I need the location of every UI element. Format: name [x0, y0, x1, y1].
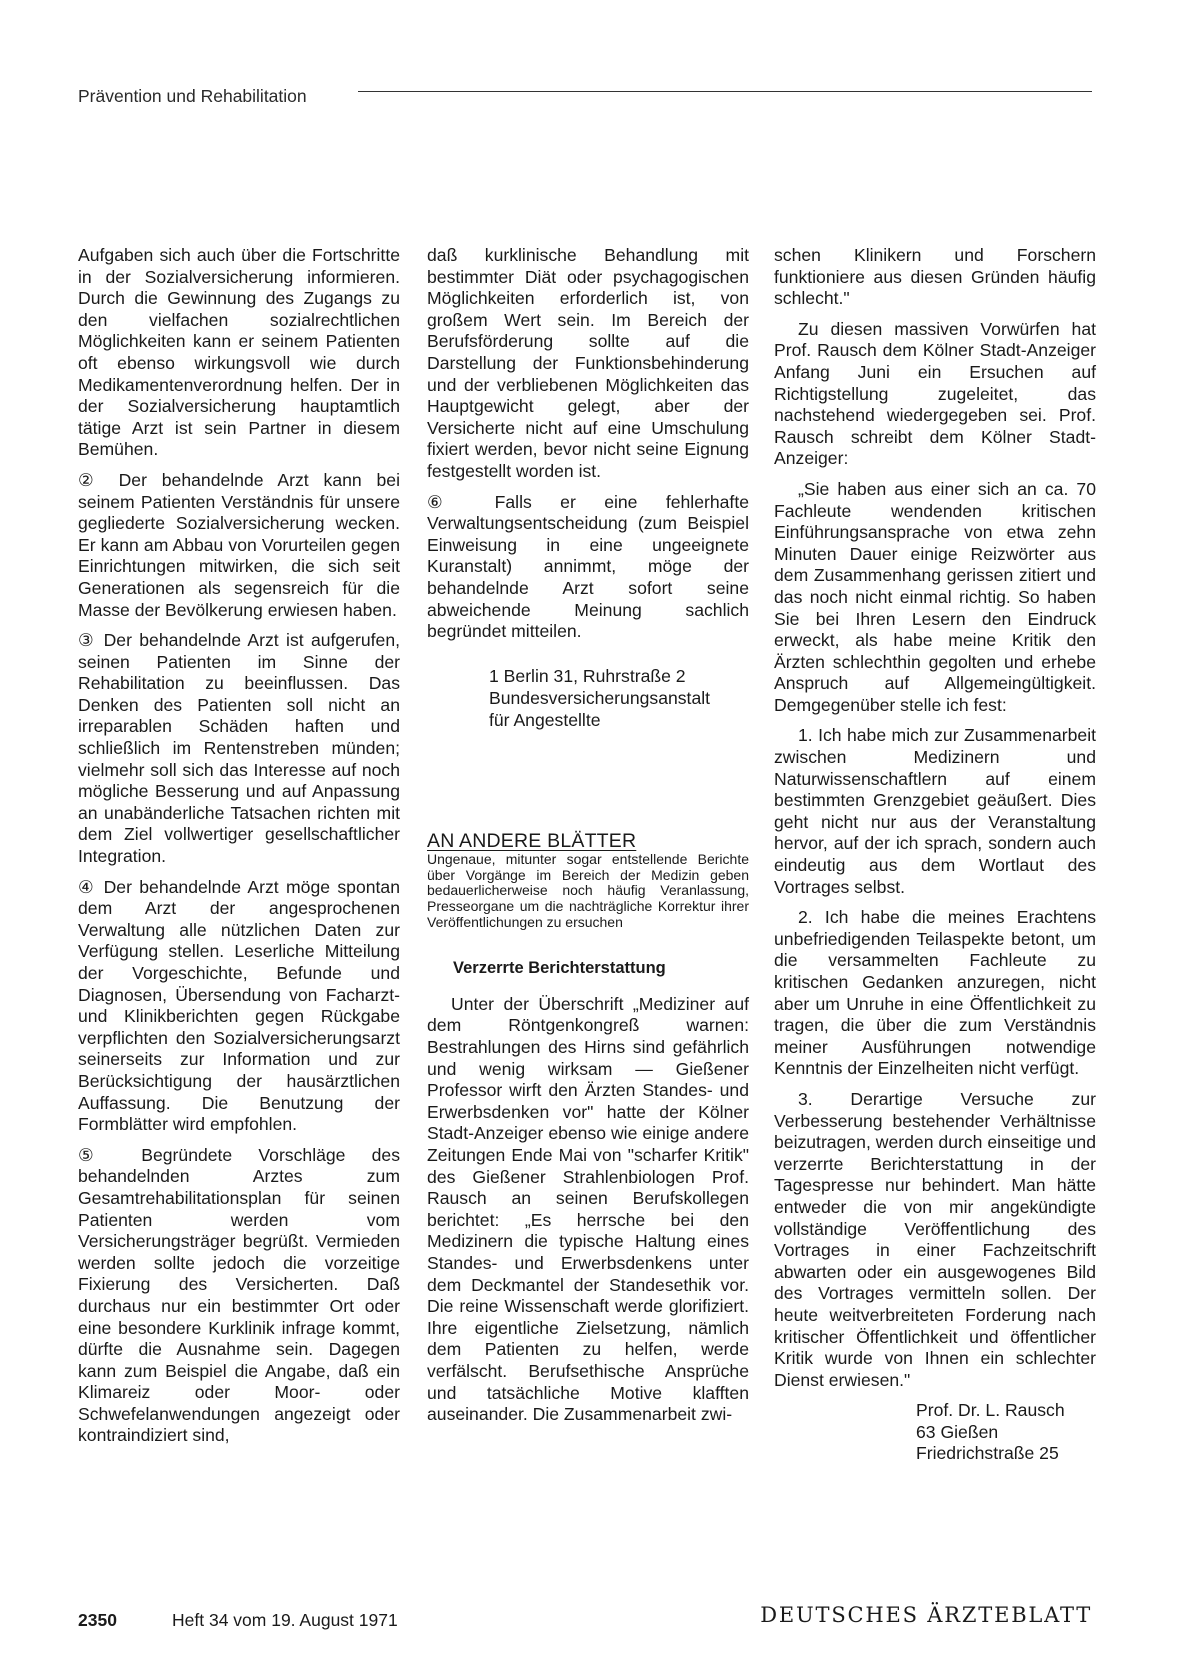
- paragraph: Zu diesen massiven Vorwürfen hat Prof. Rausch dem Kölner Stadt-Anzeiger Anfang Juni ein Ersuchen auf Richtigstellung zugeleitet, das nachstehend wiedergegeben sei. Prof. Rausch schreibt dem Kölner Stadt-Anzeiger:: [774, 318, 1096, 469]
- signature-line: Prof. Dr. L. Rausch: [916, 1400, 1065, 1421]
- paragraph-point-6: ⑥ Falls er eine fehlerhafte Verwaltungsentscheidung (zum Beispiel Einweisung in eine ungeeignete Kuranstalt) annimmt, möge der behandelnde Arzt sofort seine abweichende Meinung sachlich begründet mitteilen.: [427, 491, 749, 642]
- running-head: Prävention und Rehabilitation: [78, 86, 307, 106]
- quoted-letter: „Sie haben aus einer sich an ca. 70 Fachleute wendenden kritischen Einführungsansprache von etwa zehn Minuten Dauer einige Reizwörter aus dem Zusammenhang gerissen zitiert und das noch nicht einmal richtig. So haben Sie bei Ihren Lesern den Eindruck erweckt, als habe meine Kritik den Ärzten schlechthin gegolten und erhebe Anspruch auf Allgemeingültigkeit. Demgegenüber stelle ich fest:: [774, 478, 1096, 715]
- text-column-3: [774, 245, 1096, 1465]
- numbered-point-3: 3. Derartige Versuche zur Verbesserung bestehender Verhältnisse beizutragen, werden durch einseitige und verzerrte Berichterstattung in der Tagespresse nur behindert. Man hätte entweder die von mir angekündigte vollständige Veröffentlichung des Vortrages in einer Fachzeitschrift abwarten oder ein ausgewogenes Bild des Vortrages vermitteln sollen. Der heute weitverbreiteten Forderung nach kritischer Öffentlichkeit und öffentlicher Kritik wurde von Ihnen ein schlechter Dienst erwiesen.": [774, 1088, 1096, 1390]
- signature-line: Friedrichstraße 25: [916, 1443, 1059, 1464]
- paragraph: schen Klinikern und Forschern funktioniere aus diesen Gründen häufig schlecht.": [774, 245, 1096, 309]
- numbered-point-1: 1. Ich habe mich zur Zusammenarbeit zwischen Medizinern und Naturwissenschaftlern auf einem bestimmten Grenzgebiet geäußert. Dies geht nicht nur aus der Veranstaltung hervor, auf der ich sprach, sondern auch eindeutig aus dem Wortlaut des Vortrages selbst.: [774, 725, 1096, 897]
- signature-block: [916, 1400, 1096, 1465]
- signature-line: 63 Gießen: [916, 1421, 999, 1442]
- paragraph: Unter der Überschrift „Mediziner auf dem Röntgenkongreß warnen: Bestrahlungen des Hirns sind gefährlich und wenig wirksam — Gießener Professor wirft den Ärzten Standes- und Erwerbsdenken vor" hatte der Kölner Stadt-Anzeiger ebenso wie einige andere Zeitungen Ende Mai von "scharfer Kritik" des Gießener Strahlenbiologen Prof. Rausch an seinen Berufskollegen berichtet: „Es herrsche bei den Medizinern die typische Haltung eines Standes- und Erwerbsdenkens unter dem Deckmantel der Standesethik vor. Die reine Wissenschaft werde glorifiziert. Ihre eigentliche Zielsetzung, nämlich dem Patienten zu helfen, werde verfälscht. Berufsethische Ansprüche und tatsächliche Motive klafften auseinander. Die Zusammenarbeit zwi-: [427, 993, 749, 1425]
- journal-masthead: DEUTSCHES ÄRZTEBLATT: [760, 1603, 1092, 1627]
- text-column-1: [78, 245, 400, 1456]
- address-line: 1 Berlin 31, Ruhrstraße 2: [489, 665, 686, 686]
- numbered-point-2: 2. Ich habe die meines Erachtens unbefriedigenden Teilaspekte betont, um die versammelten Fachleute zu kritischen Gedanken anzuregen, nicht aber um Unruhe in eine Öffentlichkeit zu tragen, die über die zum Verständnis meiner Ausführungen notwendige Kenntnis der Einzelheiten nicht verfügt.: [774, 907, 1096, 1079]
- header-rule: [358, 91, 1092, 92]
- author-address: [489, 665, 749, 731]
- section-lead: Ungenaue, mitunter sogar entstellende Berichte über Vorgänge im Bereich der Medizin geben bedauerlicherweise noch häufig Veranlassung, Presseorgane um die nachträgliche Korrektur ihrer Veröffentlichungen zu ersuchen: [427, 851, 749, 930]
- page-number: 2350: [78, 1610, 117, 1630]
- paragraph-point-3: ③ Der behandelnde Arzt ist aufgerufen, seinen Patienten im Sinne der Rehabilitation zu beeinflussen. Das Denken des Patienten soll nicht an irreparablen Schäden haften und schließlich im Rentenstreben münden; vielmehr soll sich das Interesse auf noch mögliche Besserung und auf Anpassung an unabänderliche Tatsachen richten mit dem Ziel vollwertiger gesellschaftlicher Integration.: [78, 630, 400, 867]
- issue-info: Heft 34 vom 19. August 1971: [172, 1610, 398, 1630]
- address-line: für Angestellte: [489, 709, 601, 730]
- text-column-2: [427, 245, 749, 1435]
- article-subheading: Verzerrte Berichterstattung: [453, 959, 666, 978]
- section-title-text: AN ANDERE BLÄTTER: [427, 829, 637, 852]
- section-title: [427, 831, 749, 853]
- paragraph: daß kurklinische Behandlung mit bestimmter Diät oder psychagogischen Möglichkeiten erforderlich ist, von großem Wert sein. Im Bereich der Berufsförderung sollte auf die Darstellung der Funktionsbehinderung und der verbliebenen Möglichkeiten das Hauptgewicht gelegt, aber der Versicherte nicht auf eine Umschulung fixiert werden, bevor nicht seine Eignung festgestellt worden ist.: [427, 245, 749, 481]
- paragraph: Aufgaben sich auch über die Fortschritte in der Sozialversicherung informieren. Durch die Gewinnung des Zugangs zu den vielfachen sozialrechtlichen Möglichkeiten kann er seinem Patienten oft ebenso wirkungsvoll wie durch Medikamentenverordnung helfen. Der in der Sozialversicherung hauptamtlich tätige Arzt ist sein Partner in diesem Bemühen.: [78, 245, 400, 460]
- paragraph-point-4: ④ Der behandelnde Arzt möge spontan dem Arzt der angesprochenen Verwaltung alle nützlichen Daten zur Verfügung stellen. Leserliche Mitteilung der Vorgeschichte, Befunde und Diagnosen, Übersendung von Facharzt- und Klinikberichten gegen Rückgabe verpflichten den Sozialversicherungsarzt seinerseits zur Information und zur Berücksichtigung der hausärztlichen Auffassung. Die Benutzung der Formblätter wird empfohlen.: [78, 876, 400, 1135]
- paragraph-point-2: ② Der behandelnde Arzt kann bei seinem Patienten Verständnis für unsere gegliederte Sozialversicherung wecken. Er kann am Abbau von Vorurteilen gegen Einrichtungen mitwirken, die sich seit Generationen als segensreich für die Masse der Bevölkerung erwiesen haben.: [78, 469, 400, 620]
- paragraph-point-5: ⑤ Begründete Vorschläge des behandelnden Arztes zum Gesamtrehabilitationsplan für seinen Patienten werden vom Versicherungsträger begrüßt. Vermieden werden sollte jedoch die vorzeitige Fixierung des Versicherten. Daß durchaus nur ein bestimmter Ort oder eine besondere Kurklinik infrage kommt, dürfte die Ausnahme sein. Dagegen kann zum Beispiel die Angabe, daß ein Klimareiz oder Moor- oder Schwefelanwendungen angezeigt oder kontraindiziert sind,: [78, 1144, 400, 1446]
- address-line: Bundesversicherungsanstalt: [489, 687, 711, 708]
